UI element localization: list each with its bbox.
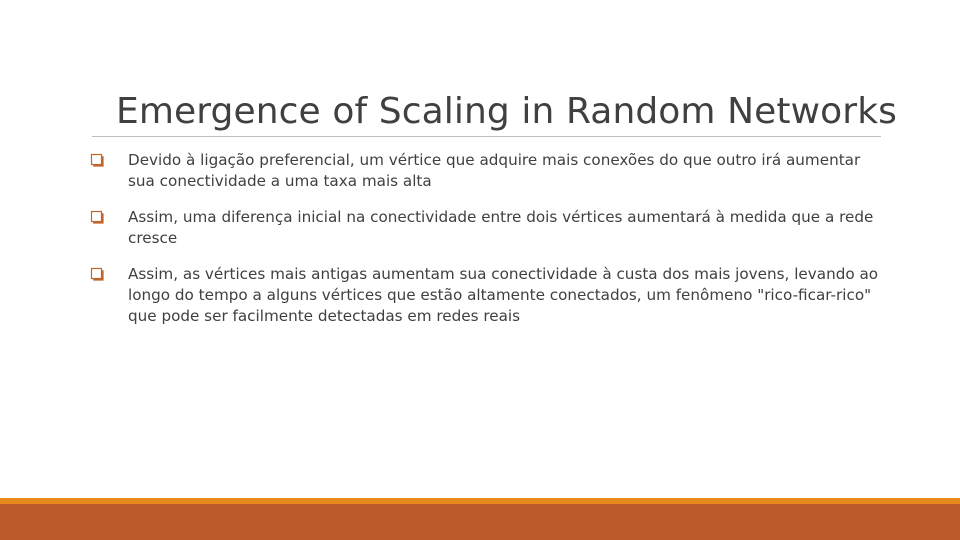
bullet-item-1 (90, 150, 890, 192)
title-divider (92, 136, 881, 137)
checkbox-square-icon (90, 153, 104, 167)
footer-bar (0, 504, 960, 540)
slide-title: Emergence of Scaling in Random Networks (116, 91, 898, 132)
bullet-text: Assim, as vértices mais antigas aumentam sua conectividade à custa dos mais jovens, levando ao longo do tempo a alguns vértices que estão altamente conectados, um fenômeno "rico-ficar-rico" que pode ser facilmente detectadas em redes reais (128, 265, 879, 325)
bullet-list (90, 150, 890, 327)
bullet-text: Devido à ligação preferencial, um vértice que adquire mais conexões do que outro irá aumentar sua conectividade a uma taxa mais alta (128, 151, 861, 190)
bullet-item-2 (90, 207, 890, 249)
checkbox-square-icon (90, 267, 104, 281)
checkbox-square-icon (90, 210, 104, 224)
bullet-item-3 (90, 264, 890, 327)
bullet-text: Assim, uma diferença inicial na conectividade entre dois vértices aumentará à medida que a rede cresce (128, 208, 874, 247)
